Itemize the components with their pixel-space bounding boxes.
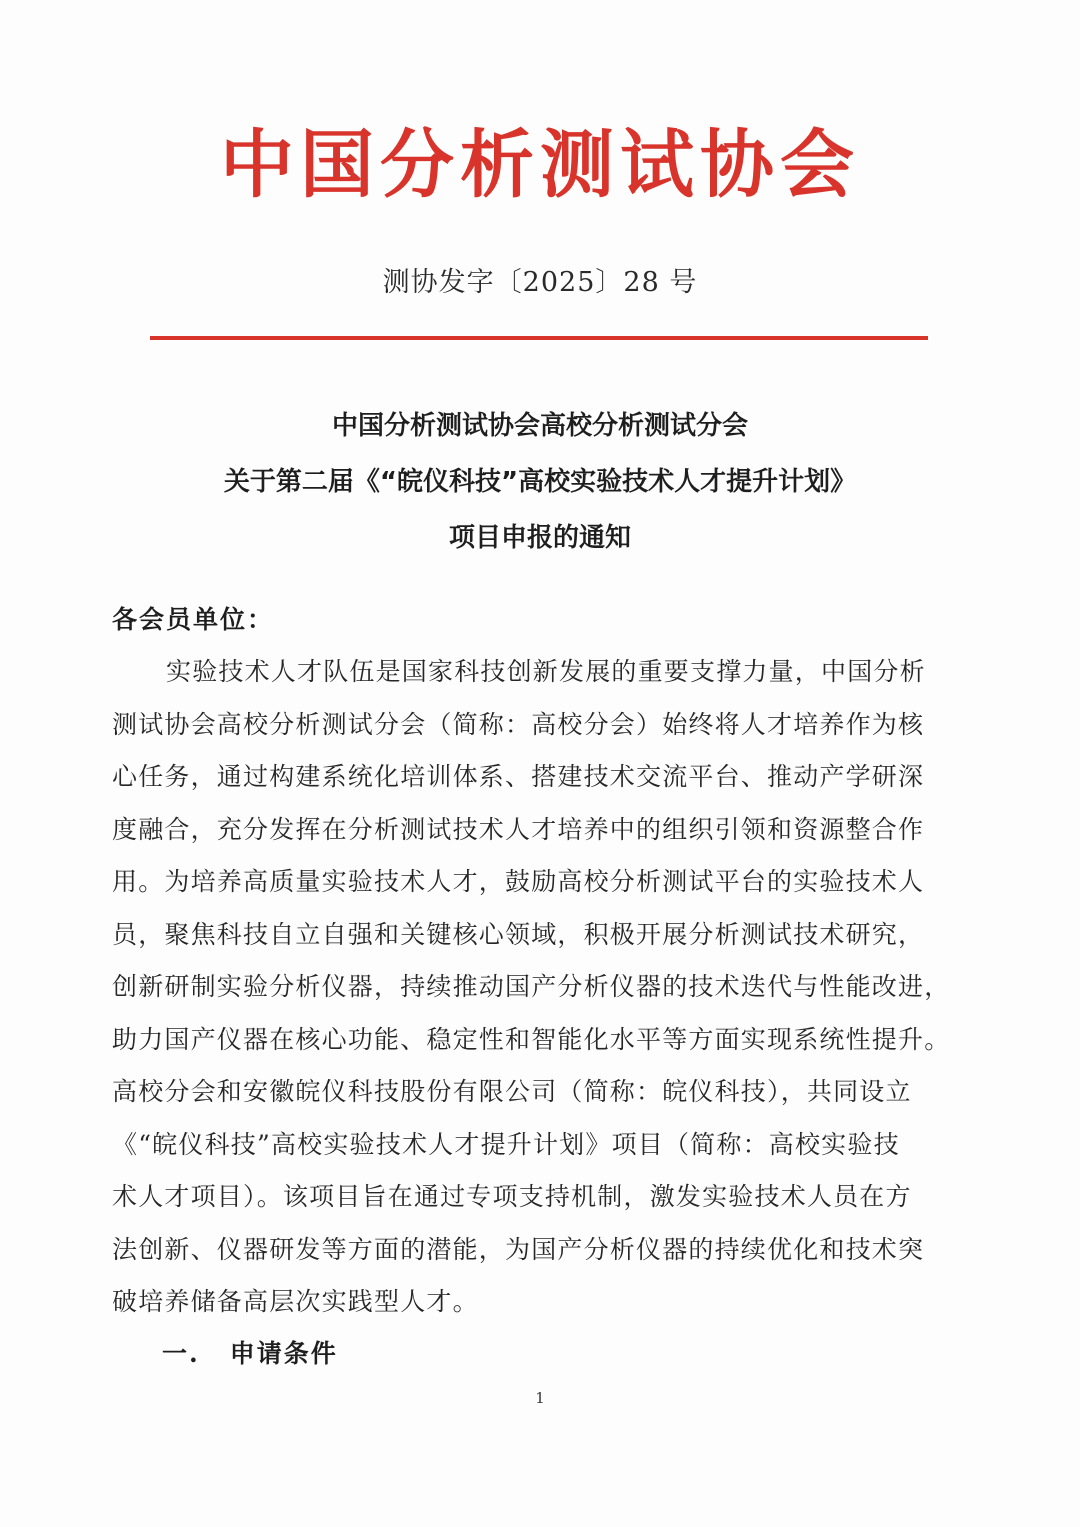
body-line: 法创新、仪器研发等方面的潜能，为国产分析仪器的持续优化和技术突 (112, 1234, 925, 1264)
section-title: 申请条件 (229, 1339, 338, 1368)
body-line: 心任务，通过构建系统化培训体系、搭建技术交流平台、推动产学研深 (112, 762, 925, 791)
body-line: 员，聚焦科技自立自强和关键核心领域，积极开展分析测试技术研究， (112, 919, 925, 949)
body-line: 高校分会和安徽皖仪科技股份有限公司（简称：皖仪科技），共同设立 (112, 1077, 912, 1106)
notice-title-line: 关于第二届《“皖仪科技”高校实验技术人才提升计划》 (223, 467, 857, 497)
section-heading (162, 1334, 338, 1370)
body-line: 《“皖仪科技”高校实验技术人才提升计划》项目（简称：高校实验技 (112, 1129, 900, 1159)
notice-title-line: 中国分析测试协会高校分析测试分会 (331, 411, 748, 441)
body-line: 创新研制实验分析仪器，持续推动国产分析仪器的技术迭代与性能改进， (112, 972, 951, 1001)
notice-title (0, 398, 1080, 566)
body-line: 破培养储备高层次实践型人才。 (112, 1287, 479, 1316)
body-line: 术人才项目）。该项目旨在通过专项支持机制，激发实验技术人员在方 (112, 1182, 912, 1211)
notice-title-line: 项目申报的通知 (448, 523, 631, 553)
body-line: 用。为培养高质量实验技术人才，鼓励高校分析测试平台的实验技术人 (112, 867, 925, 896)
body-line: 助力国产仪器在核心功能、稳定性和智能化水平等方面实现系统性提升。 (112, 1024, 951, 1054)
page-number: 1 (535, 1389, 545, 1407)
body-line: 度融合，充分发挥在分析测试技术人才培养中的组织引领和资源整合作 (112, 814, 925, 844)
section-number: 一. (162, 1339, 200, 1368)
red-divider-line (150, 336, 928, 340)
salutation: 各会员单位： (112, 605, 275, 634)
body-line: 实验技术人才队伍是国家科技创新发展的重要支撑力量，中国分析 (166, 657, 926, 686)
body-paragraph (112, 646, 982, 1329)
org-letterhead-title: 中国分析测试协会 (220, 122, 860, 208)
body-line: 测试协会高校分析测试分会（简称：高校分会）始终将人才培养作为核 (112, 709, 925, 739)
document-number: 测协发字〔2025〕28 号 (382, 267, 698, 298)
